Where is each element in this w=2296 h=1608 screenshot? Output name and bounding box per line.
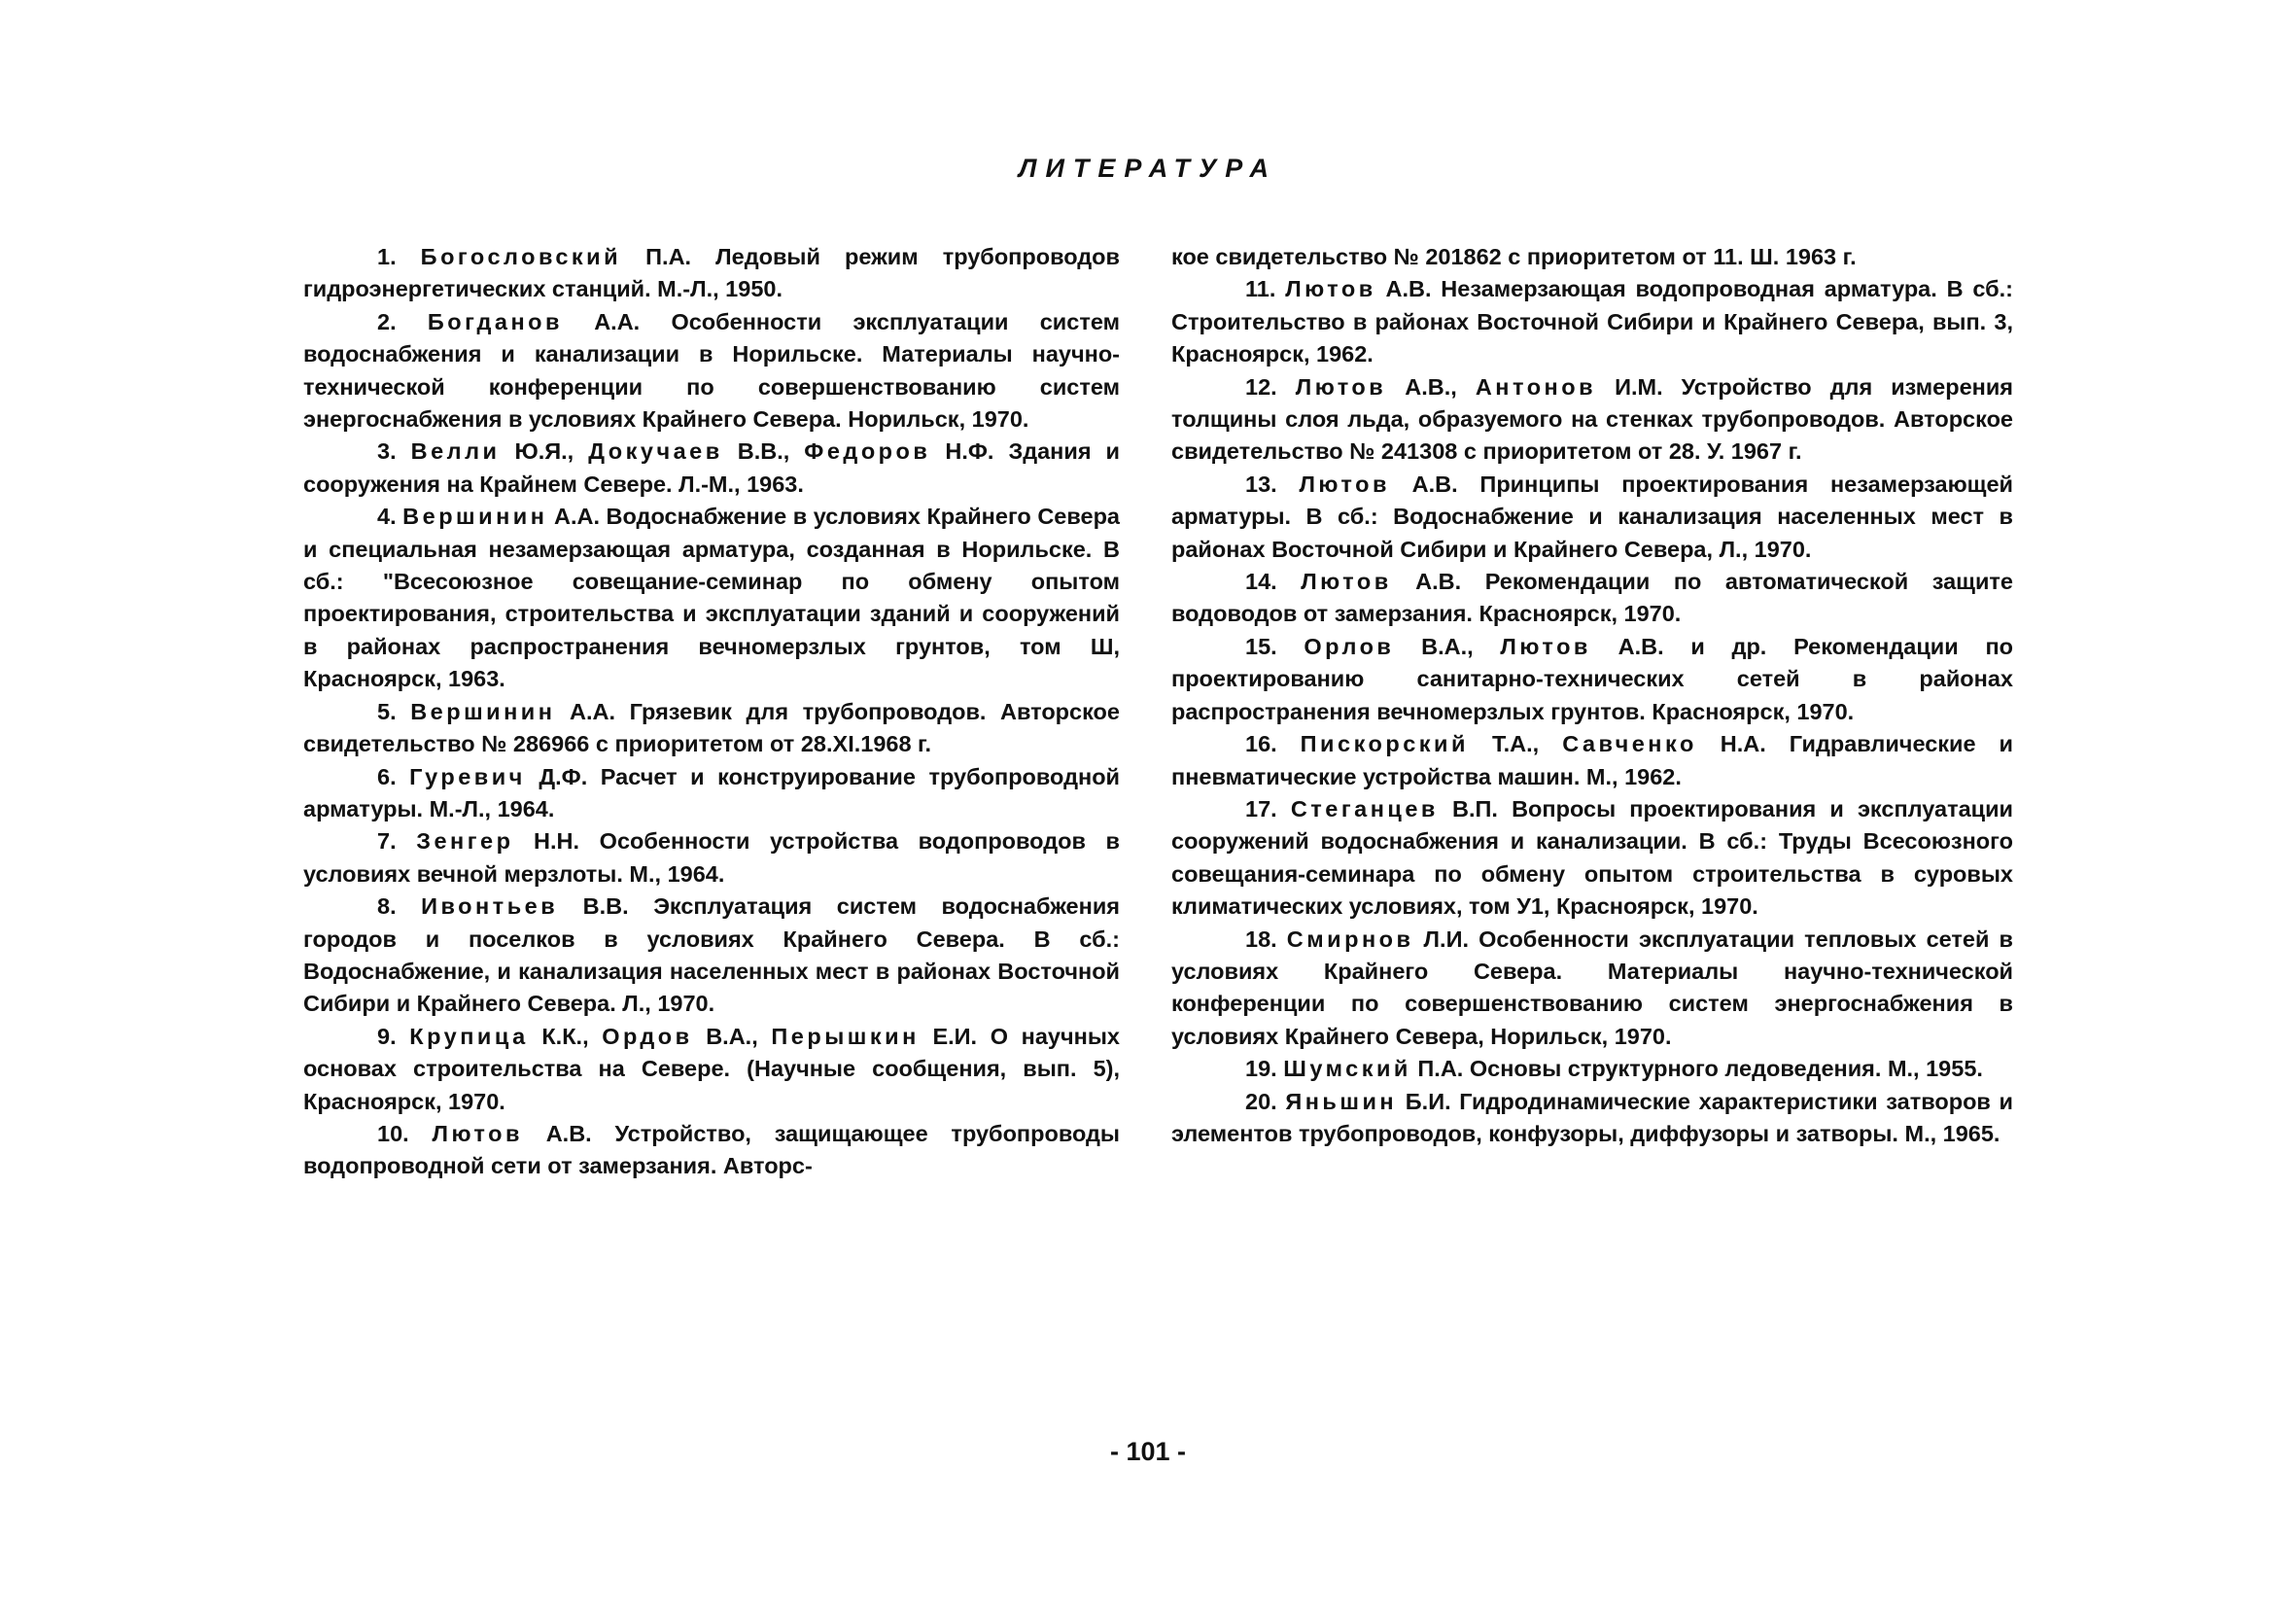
- reference-entry: 2. Богданов А.А. Особенности эксплуатации систем водоснабжения и канализации в Норильске. Материалы научно-технической конференции по совершенствованию систем энергоснабжения в условиях Крайнего Севера. Норильск, 1970.: [303, 308, 1120, 433]
- reference-entry: 16. Пискорский Т.А., Савченко Н.А. Гидравлические и пневматические устройства машин. М., 1962.: [1171, 731, 2013, 789]
- reference-entry: 1. Богословский П.А. Ледовый режим трубопроводов гидроэнергетических станций. М.-Л., 1950.: [303, 244, 1120, 302]
- reference-entry: 17. Стеганцев В.П. Вопросы проектирования и эксплуатации сооружений водоснабжения и канализации. В сб.: Труды Всесоюзного совещания-семинара по обмену опытом строительства в суровых климатических условиях, том У1, Красноярск, 1970.: [1171, 795, 2013, 920]
- page-title: ЛИТЕРАТУРА: [1018, 154, 1278, 183]
- reference-entry: 20. Яньшин Б.И. Гидродинамические характеристики затворов и элементов трубопроводов, конфузоры, диффузоры и затворы. М., 1965.: [1171, 1088, 2013, 1146]
- reference-entry: 5. Вершинин А.А. Грязевик для трубопроводов. Авторское свидетельство № 286966 с приоритетом от 28.XI.1968 г.: [303, 698, 1120, 757]
- references-left-column: [303, 241, 1120, 1183]
- reference-entry: 14. Лютов А.В. Рекомендации по автоматической защите водоводов от замерзания. Красноярск, 1970.: [1171, 569, 2013, 627]
- reference-entry: 3. Велли Ю.Я., Докучаев В.В., Федоров Н.Ф. Здания и сооружения на Крайнем Севере. Л.-М., 1963.: [303, 438, 1120, 497]
- page-number: - 101 -: [1109, 1437, 1187, 1466]
- reference-entry: 8. Ивонтьев В.В. Эксплуатация систем водоснабжения городов и поселков в условиях Крайнего Севера. В сб.: Водоснабжение, и канализация населенных мест в районах Восточной Сибири и Крайнего Севера. Л., 1970.: [303, 893, 1120, 1017]
- reference-entry: 4. Вершинин А.А. Водоснабжение в условиях Крайнего Севера и специальная незамерзающая арматура, созданная в Норильске. В сб.: "Всесоюзное совещание-семинар по обмену опытом проектирования, строительства и эксплуатации зданий и сооружений в районах распространения вечномерзлых грунтов, том Ш, Красноярск, 1963.: [303, 504, 1120, 692]
- reference-entry-continued: кое свидетельство № 201862 с приоритетом от 11. Ш. 1963 г.: [1171, 244, 1857, 269]
- reference-entry: 11. Лютов А.В. Незамерзающая водопроводная арматура. В сб.: Строительство в районах Восточной Сибири и Крайнего Севера, вып. 3, Красноярск, 1962.: [1171, 276, 2013, 367]
- reference-entry: 15. Орлов В.А., Лютов А.В. и др. Рекомендации по проектированию санитарно-технических сетей в районах распространения вечномерзлых грунтов. Красноярск, 1970.: [1171, 633, 2013, 724]
- references-right-column: [1171, 241, 2013, 1150]
- reference-entry: 9. Крупица К.К., Ордов В.А., Перышкин Е.И. О научных основах строительства на Севере. (Научные сообщения, вып. 5), Красноярск, 1970.: [303, 1023, 1120, 1114]
- reference-entry: 13. Лютов А.В. Принципы проектирования незамерзающей арматуры. В сб.: Водоснабжение и канализация населенных мест в районах Восточной Сибири и Крайнего Севера, Л., 1970.: [1171, 471, 2013, 562]
- reference-entry: 6. Гуревич Д.Ф. Расчет и конструирование трубопроводной арматуры. М.-Л., 1964.: [303, 763, 1120, 821]
- reference-entry: 10. Лютов А.В. Устройство, защищающее трубопроводы водопроводной сети от замерзания. Авторс-: [303, 1120, 1121, 1179]
- reference-entry: 19. Шумский П.А. Основы структурного ледоведения. М., 1955.: [1245, 1056, 1983, 1082]
- reference-entry: 18. Смирнов Л.И. Особенности эксплуатации тепловых сетей в условиях Крайнего Севера. Материалы научно-технической конференции по совершенствованию систем энергоснабжения в условиях Крайнего Севера, Норильск, 1970.: [1171, 926, 2013, 1049]
- reference-entry: 7. Зенгер Н.Н. Особенности устройства водопроводов в условиях вечной мерзлоты. М., 1964.: [303, 828, 1120, 887]
- reference-entry: 12. Лютов А.В., Антонов И.М. Устройство для измерения толщины слоя льда, образуемого на стенках трубопроводов. Авторское свидетельство № 241308 с приоритетом от 28. У. 1967 г.: [1171, 373, 2014, 465]
